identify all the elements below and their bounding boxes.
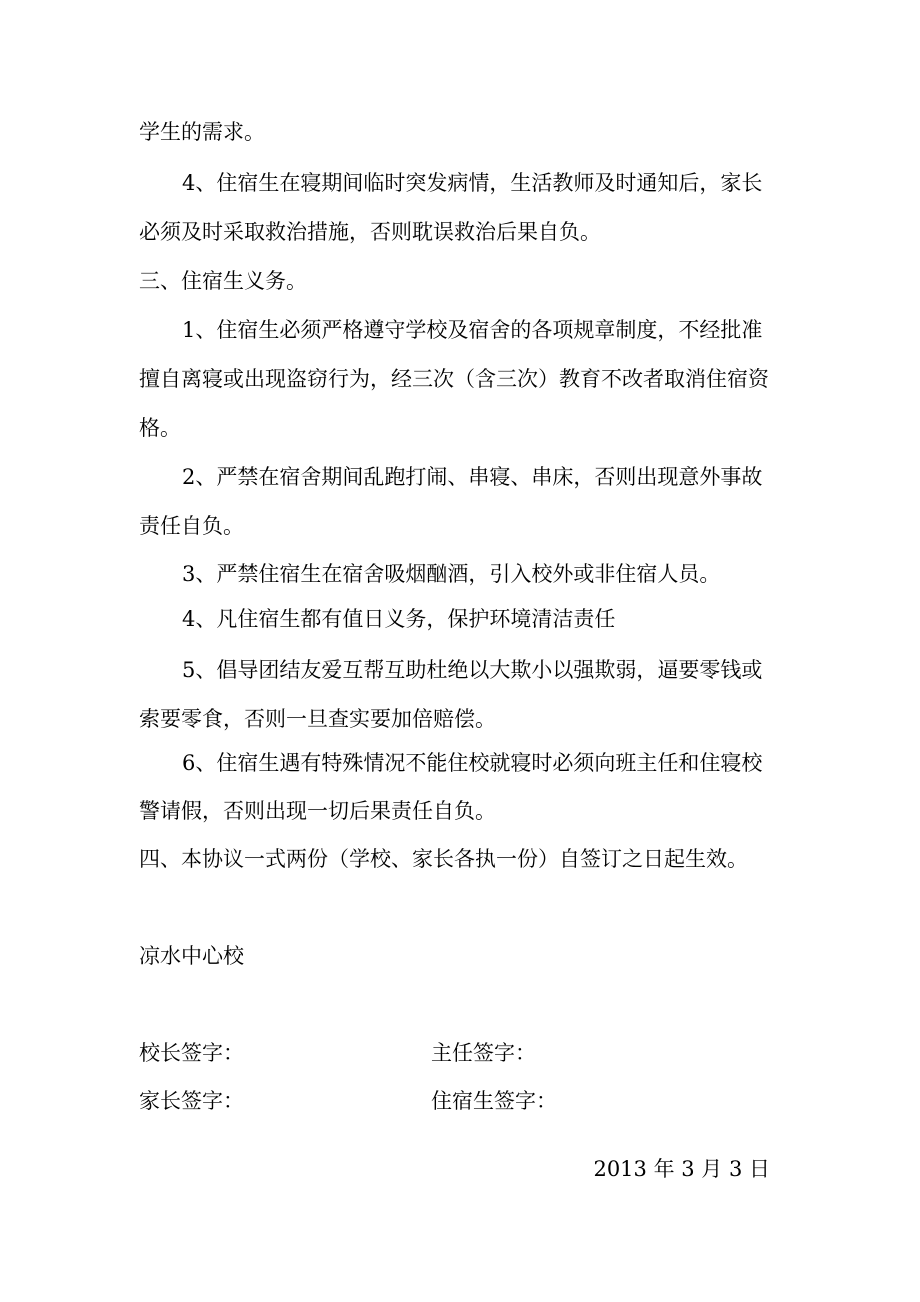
student-duty-6-line-1: 6、住宿生遇有特殊情况不能住校就寝时必须向班主任和住寝校: [182, 751, 763, 775]
student-duty-5-line-1: 5、倡导团结友爱互帮互助杜绝以大欺小以强欺弱，逼要零钱或: [182, 658, 763, 682]
student-duty-6-line-2: 警请假，否则出现一切后果责任自负。: [139, 799, 496, 823]
director-signature-label: 主任签字：: [431, 1041, 536, 1065]
student-duty-4-line-1: 4、凡住宿生都有值日义务，保护环境清洁责任: [182, 607, 616, 631]
student-duty-3-line-1: 3、严禁住宿生在宿舍吸烟酗酒，引入校外或非住宿人员。: [182, 562, 721, 586]
student-duty-2-line-2: 责任自负。: [139, 514, 244, 538]
student-duty-1-line-1: 1、住宿生必须严格遵守学校及宿舍的各项规章制度，不经批准: [182, 318, 763, 342]
student-duty-1-line-2: 擅自离寝或出现盗窃行为，经三次（含三次）教育不改者取消住宿资: [139, 367, 769, 391]
parent-signature-label: 家长签字：: [139, 1089, 244, 1113]
student-duty-1-line-3: 格。: [139, 416, 181, 440]
parent-duty-4-line-1: 4、住宿生在寝期间临时突发病情，生活教师及时通知后，家长: [182, 171, 763, 195]
principal-signature-label: 校长签字：: [139, 1041, 244, 1065]
signing-date: 2013 年 3 月 3 日: [593, 1157, 770, 1181]
student-duty-2-line-1: 2、严禁在宿舍期间乱跑打闹、串寝、串床，否则出现意外事故: [182, 465, 763, 489]
section-4-effective-clause: 四、本协议一式两份（学校、家长各执一份）自签订之日起生效。: [139, 847, 748, 871]
paragraph-continuation-line-1: 学生的需求。: [139, 120, 265, 144]
student-duty-5-line-2: 索要零食，否则一旦查实要加倍赔偿。: [139, 707, 496, 731]
parent-duty-4-line-2: 必须及时采取救治措施，否则耽误救治后果自负。: [139, 220, 601, 244]
section-3-heading: 三、住宿生义务。: [139, 269, 307, 293]
school-name: 凉水中心校: [139, 944, 244, 968]
student-signature-label: 住宿生签字：: [431, 1089, 557, 1113]
